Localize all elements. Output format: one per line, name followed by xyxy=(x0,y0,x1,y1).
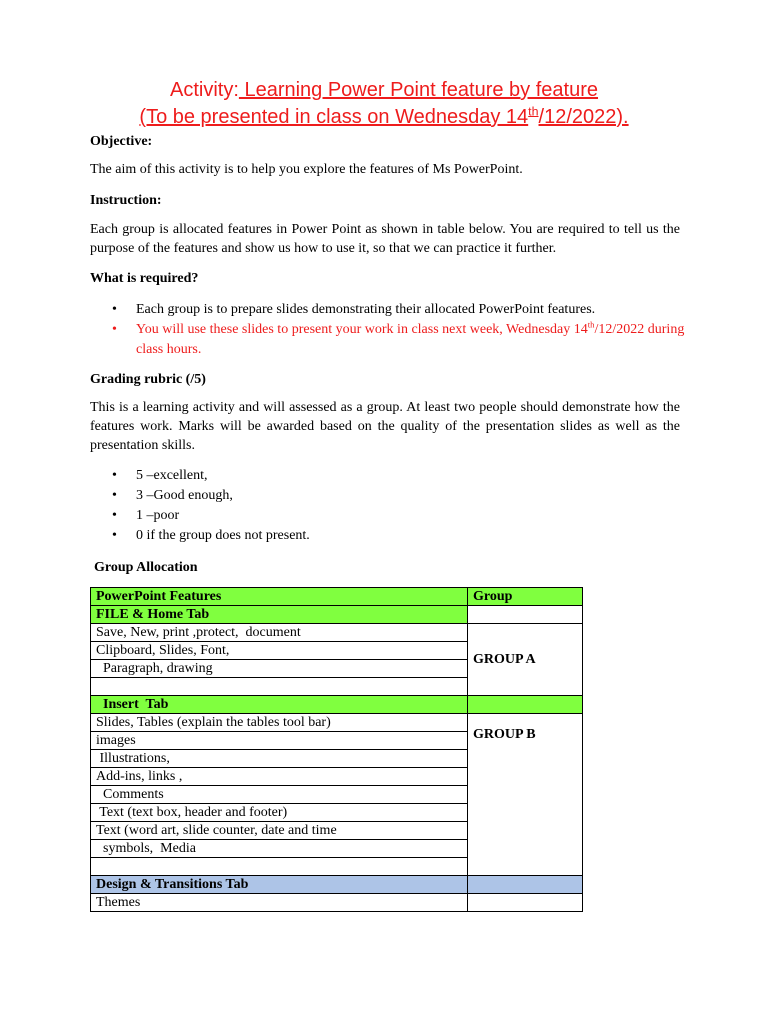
objective-heading: Objective: xyxy=(90,134,153,149)
feature-cell: Themes xyxy=(91,894,468,912)
section-empty-cell xyxy=(468,696,583,714)
table-header-row xyxy=(91,588,583,606)
feature-cell: Clipboard, Slides, Font, xyxy=(91,642,468,660)
objective-text: The aim of this activity is to help you explore the features of Ms PowerPoint. xyxy=(90,162,523,177)
section-empty-cell xyxy=(468,606,583,624)
required-bullet-2-b: /12/2022 during class hours. xyxy=(136,322,685,357)
feature-cell: Save, New, print ,protect, document xyxy=(91,624,468,642)
section-empty-cell xyxy=(468,876,583,894)
section-title-insert: Insert Tab xyxy=(91,696,468,714)
feature-cell: Illustrations, xyxy=(91,750,468,768)
feature-cell: images xyxy=(91,732,468,750)
required-bullet-1: • Each group is to prepare slides demonstrating their allocated PowerPoint features. xyxy=(108,300,688,320)
section-row-file-home xyxy=(91,606,583,624)
rubric-heading: Grading rubric (/5) xyxy=(90,372,206,387)
feature-cell: Paragraph, drawing xyxy=(91,660,468,678)
title-date-a: (To be presented in class on Wednesday 14 xyxy=(139,106,529,128)
header-features: PowerPoint Features xyxy=(91,588,468,606)
group-empty-cell xyxy=(468,894,583,912)
section-row-insert xyxy=(91,696,583,714)
feature-cell: Comments xyxy=(91,786,468,804)
group-b-cell: GROUP B xyxy=(468,714,583,876)
rubric-list xyxy=(108,466,688,546)
feature-cell: symbols, Media xyxy=(91,840,468,858)
required-list xyxy=(108,300,688,360)
section-title-file-home: FILE & Home Tab xyxy=(91,606,468,624)
required-bullet-2-sup: th xyxy=(587,319,595,330)
rubric-item: • 5 –excellent, xyxy=(108,466,688,486)
title-activity-name: Learning Power Point feature by feature xyxy=(238,79,599,101)
section-row-design xyxy=(91,876,583,894)
group-a-cell: GROUP A xyxy=(468,624,583,696)
rubric-item: • 0 if the group does not present. xyxy=(108,526,688,546)
title-date-b: /12/2022). xyxy=(538,106,629,128)
feature-cell: Text (text box, header and footer) xyxy=(91,804,468,822)
title-date-sup: th xyxy=(528,104,539,119)
feature-cell: Add-ins, links , xyxy=(91,768,468,786)
title-line-1 xyxy=(0,77,768,103)
table-row xyxy=(91,894,583,912)
feature-cell xyxy=(91,678,468,696)
header-group: Group xyxy=(468,588,583,606)
allocation-heading: Group Allocation xyxy=(94,560,198,575)
rubric-text: This is a learning activity and will assessed as a group. At least two people should demonstrate how the features work. Marks will be awarded based on the quality of the presentation slides as well as the presentation skills. xyxy=(90,400,680,453)
required-heading: What is required? xyxy=(90,271,199,286)
rubric-item: • 1 –poor xyxy=(108,506,688,526)
title-line-2 xyxy=(0,104,768,130)
title-activity-label: Activity: xyxy=(169,79,239,101)
table-row xyxy=(91,714,583,732)
feature-cell xyxy=(91,858,468,876)
instruction-text: Each group is allocated features in Power Point as shown in table below. You are required to tell us the purpose of the features and show us how to use it, so that we can practice it further. xyxy=(90,222,680,256)
rubric-item: • 3 –Good enough, xyxy=(108,486,688,506)
required-bullet-2-a: You will use these slides to present your work in class next week, Wednesday 14 xyxy=(136,322,588,337)
feature-cell: Slides, Tables (explain the tables tool bar) xyxy=(91,714,468,732)
allocation-table xyxy=(90,587,583,912)
section-title-design: Design & Transitions Tab xyxy=(91,876,468,894)
feature-cell: Text (word art, slide counter, date and time xyxy=(91,822,468,840)
instruction-heading: Instruction: xyxy=(90,193,162,208)
table-row xyxy=(91,624,583,642)
required-bullet-2 xyxy=(108,320,688,360)
